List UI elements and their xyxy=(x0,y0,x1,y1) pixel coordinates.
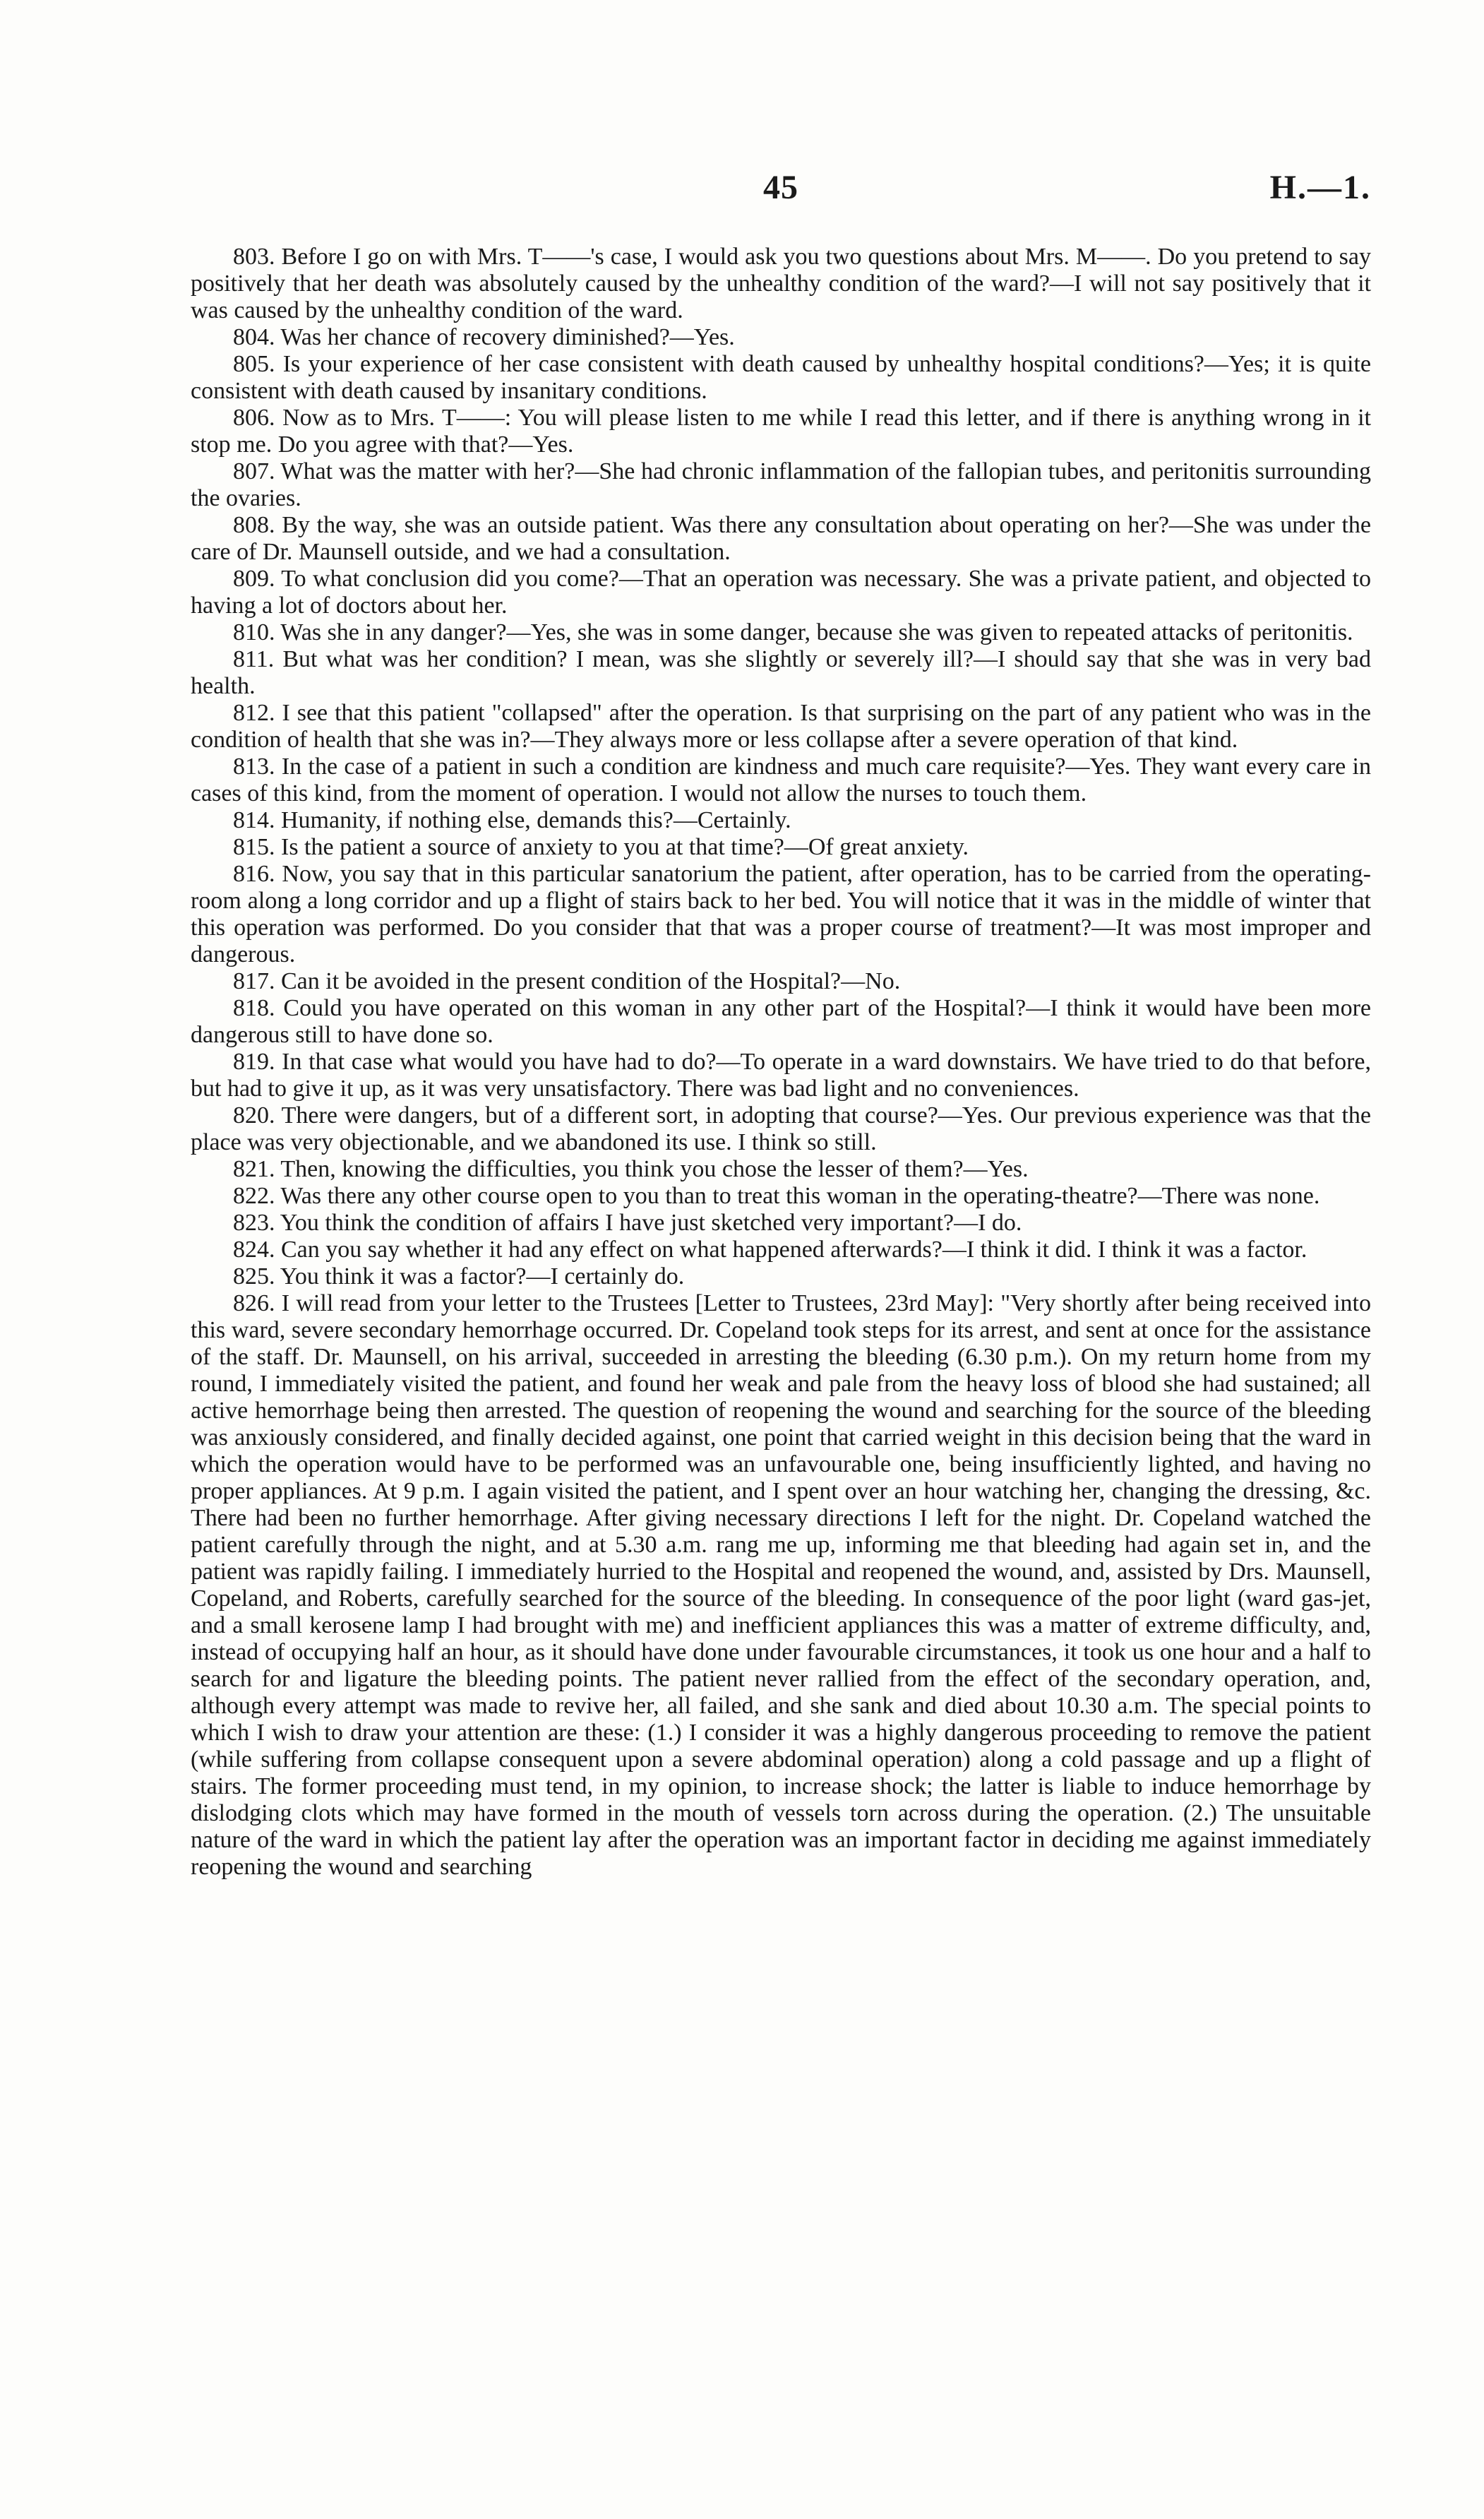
paragraph-812: 812. I see that this patient "collapsed" after the operation. Is that surprising on the part of any patient who was in the condition of health that she was in?—They always more or less collapse after a severe operation of that kind. xyxy=(191,700,1371,753)
paragraph-823: 823. You think the condition of affairs I have just sketched very important?—I do. xyxy=(233,1210,1022,1236)
paragraph-817: 817. Can it be avoided in the present condition of the Hospital?—No. xyxy=(233,968,901,994)
paragraph-806: 806. Now as to Mrs. T——: You will please listen to me while I read this letter, and if there is anything wrong in it stop me. Do you agree with that?—Yes. xyxy=(191,405,1371,458)
document-code: H.—1. xyxy=(1269,169,1371,206)
paragraph-820: 820. There were dangers, but of a different sort, in adopting that course?—Yes. Our previous experience was that the place was very objectionable, and we abandoned its use. I think so still. xyxy=(191,1102,1371,1155)
paragraph-807: 807. What was the matter with her?—She had chronic inflammation of the fallopian tubes, and peritonitis surrounding the ovaries. xyxy=(191,458,1371,511)
paragraph-811: 811. But what was her condition? I mean, was she slightly or severely ill?—I should say that she was in very bad health. xyxy=(191,646,1371,699)
paragraph-826: 826. I will read from your letter to the Trustees [Letter to Trustees, 23rd May]: "Very shortly after being received into this ward, severe secondary hemorrhage occurred. Dr. Copeland took steps for its arrest, and sent at once for the assistance of the staff. Dr. Maunsell, on his arrival, succeeded in arresting the bleeding (6.30 p.m.). On my return home from my round, I immediately visited the patient, and found her weak and pale from the heavy loss of blood she had sustained; all active hemorrhage being then arrested. The question of reopening the wound and searching for the source of the bleeding was anxiously considered, and finally decided against, one point that carried weight in this decision being that the ward in which the operation would have to be performed was an unfavourable one, being insufficiently lighted, and having no proper appliances. At 9 p.m. I again visited the patient, and I spent over an hour watching her, changing the dressing, &c. There had been no further hemorrhage. After giving necessary directions I left for the night. Dr. Copeland watched the patient carefully through the night, and at 5.30 a.m. rang me up, informing me that bleeding had again set in, and the patient was rapidly failing. I immediately hurried to the Hospital and reopened the wound, and, assisted by Drs. Maunsell, Copeland, and Roberts, carefully searched for the source of the bleeding. In consequence of the poor light (ward gas-jet, and a small kerosene lamp I had brought with me) and inefficient appliances this was a matter of extreme difficulty, and, instead of occupying half an hour, as it should have done under favourable circumstances, it took us one hour and a half to search for and ligature the bleeding points. The patient never rallied from the effect of the secondary operation, and, although every attempt was made to revive her, all failed, and she sank and died about 10.30 a.m. The special points to which I wish to draw your attention are these: (1.) I consider it was a highly dangerous proceeding to remove the patient (while suffering from collapse consequent upon a severe abdominal operation) along a cold passage and up a flight of stairs. The former proceeding must tend, in my opinion, to increase shock; the latter is liable to induce hemorrhage by dislodging clots which may have formed in the mouth of vessels torn across during the operation. (2.) The unsuitable nature of the ward in which the patient lay after the operation was an important factor in deciding me against immediately reopening the wound and searching xyxy=(191,1290,1371,1880)
paragraph-813: 813. In the case of a patient in such a condition are kindness and much care requisite?—Yes. They want every care in cases of this kind, from the moment of operation. I would not allow the nurses to touch them. xyxy=(191,754,1371,806)
paragraph-804: 804. Was her chance of recovery diminished?—Yes. xyxy=(233,324,735,350)
paragraph-825: 825. You think it was a factor?—I certainly do. xyxy=(233,1263,685,1290)
paragraph-809: 809. To what conclusion did you come?—That an operation was necessary. She was a private patient, and objected to having a lot of doctors about her. xyxy=(191,566,1371,619)
paragraph-819: 819. In that case what would you have had to do?—To operate in a ward downstairs. We have tried to do that before, but had to give it up, as it was very unsatisfactory. There was bad light and no conveniences. xyxy=(191,1049,1371,1102)
paragraph-818: 818. Could you have operated on this woman in any other part of the Hospital?—I think it would have been more dangerous still to have done so. xyxy=(191,995,1371,1048)
paragraph-808: 808. By the way, she was an outside patient. Was there any consultation about operating on her?—She was under the care of Dr. Maunsell outside, and we had a consultation. xyxy=(191,512,1371,565)
paragraph-805: 805. Is your experience of her case consistent with death caused by unhealthy hospital conditions?—Yes; it is quite consistent with death caused by insanitary conditions. xyxy=(191,351,1371,404)
paragraph-822: 822. Was there any other course open to you than to treat this woman in the operating-theatre?—There was none. xyxy=(233,1183,1320,1209)
paragraph-816: 816. Now, you say that in this particular sanatorium the patient, after operation, has to be carried from the operating-room along a long corridor and up a flight of stairs back to her bed. You will notice that it was in the middle of winter that this operation was performed. Do you consider that that was a proper course of treatment?—It was most improper and dangerous. xyxy=(191,861,1371,967)
paragraph-810: 810. Was she in any danger?—Yes, she was in some danger, because she was given to repeated attacks of peritonitis. xyxy=(233,619,1353,645)
body-text xyxy=(191,244,1371,1881)
paragraph-803: 803. Before I go on with Mrs. T——'s case, I would ask you two questions about Mrs. M——. Do you pretend to say positively that her death was absolutely caused by the unhealthy condition of the ward?—I will not say positively that it was caused by the unhealthy condition of the ward. xyxy=(191,244,1371,323)
page-number: 45 xyxy=(763,169,798,206)
paragraph-815: 815. Is the patient a source of anxiety to you at that time?—Of great anxiety. xyxy=(233,834,969,860)
paragraph-821: 821. Then, knowing the difficulties, you think you chose the lesser of them?—Yes. xyxy=(233,1156,1029,1182)
page-header xyxy=(191,168,1371,218)
paragraph-824: 824. Can you say whether it had any effect on what happened afterwards?—I think it did. I think it was a factor. xyxy=(233,1237,1308,1263)
paragraph-814: 814. Humanity, if nothing else, demands this?—Certainly. xyxy=(233,807,791,833)
